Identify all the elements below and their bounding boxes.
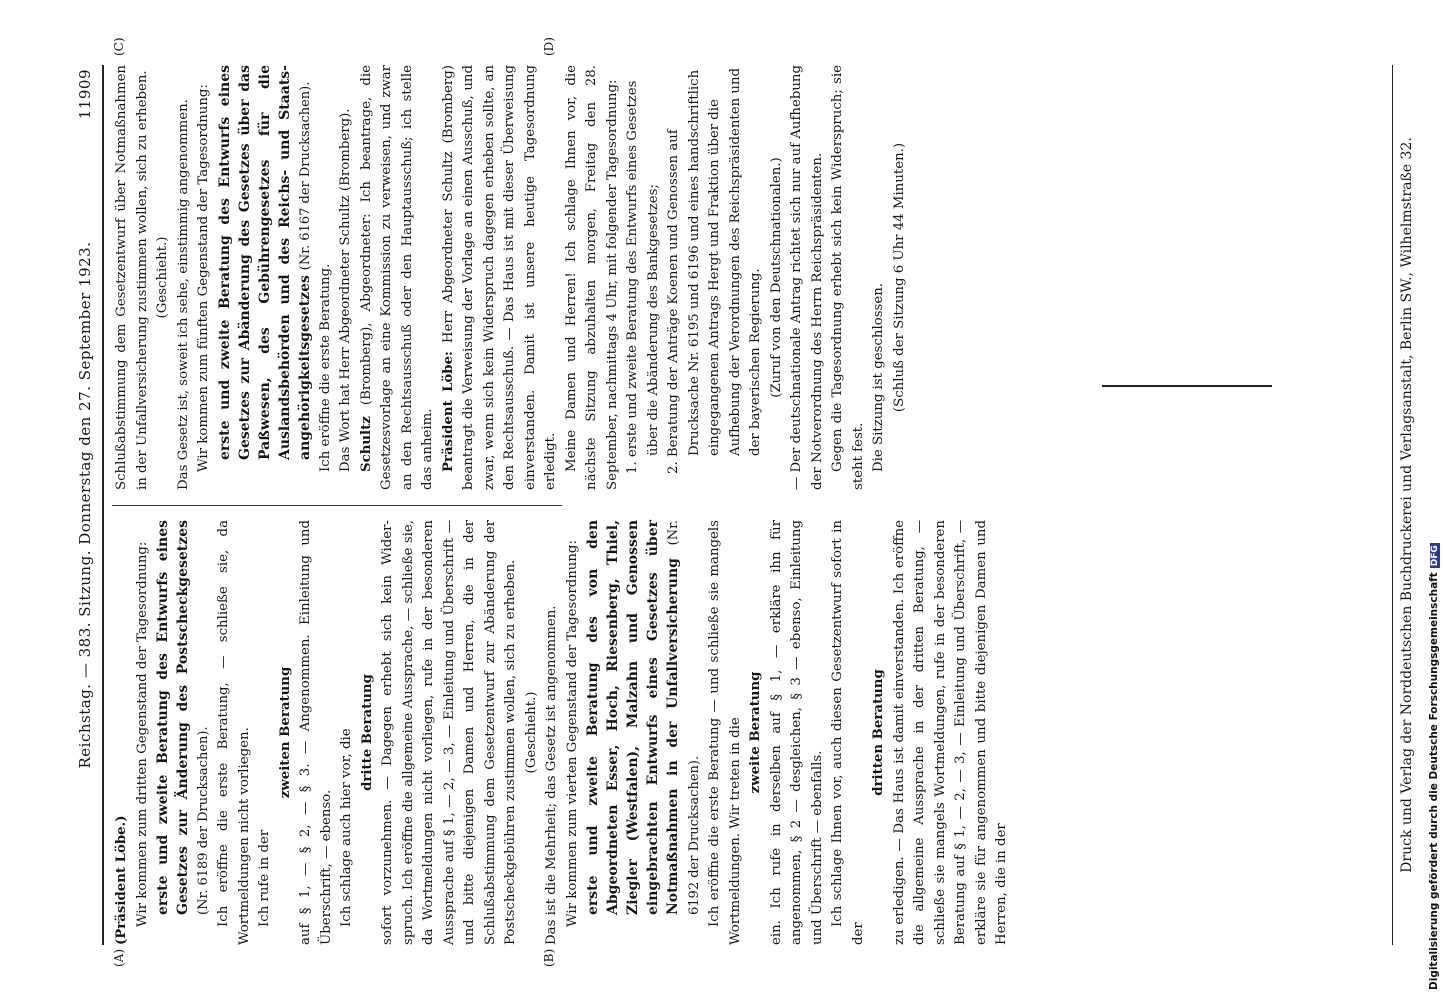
agenda-item-title: erste und zweite Beratung des Entwurfs eines Gesetzes zur Änderung des Postscheckgesetzes (Nr. 6189 der Drucksachen).	[155, 520, 211, 915]
margin-letter-a: (A)	[112, 948, 126, 967]
paragraph: Ich schlage Ihnen vor, auch diesen Gesetzentwurf sofort in der	[830, 520, 866, 945]
agenda-item-title: erste und zweite Beratung des von den Abgeordneten Esser, Hoch, Riesenberg, Thiel, Ziegler (Westfalen), Malzahn und Genossen eingebrachten Entwurfs eines Gesetzes über Notmaßnahmen in der Unfallversicherung (Nr. 6192 der Drucksachen).	[585, 520, 702, 915]
stage-direction: (Geschieht.)	[155, 236, 170, 319]
dfg-logo-badge: DFG	[1430, 545, 1440, 567]
rotated-page	[72, 37, 1415, 967]
stage-direction: (Zuruf von den Deutschnationalen.)	[768, 157, 784, 398]
dfg-funding-note: Digitalisierung gefördert durch die Deutsche ForschungsgemeinschaftDFG	[1428, 545, 1440, 990]
stage-direction: (Schluß der Sitzung 6 Uhr 44 Minuten.)	[891, 142, 907, 413]
margin-letter-d: (D)	[542, 37, 556, 56]
paragraph: Ich rufe in der	[257, 829, 272, 927]
paragraph: Meine Damen und Herren! Ich schlage Ihnen vor, die nächste Sitzung abzuhalten morgen, Freitag den 28. September, nachmittags 4 Uhr, mit folgender Tagesordnung:	[563, 65, 620, 490]
page-number: 11909	[76, 69, 94, 120]
paragraph: Das ist die Mehrheit; das Gesetz ist angenommen.	[544, 605, 559, 945]
list-item: 2. Beratung der Anträge Koenen und Genossen auf Drucksache Nr. 6195 und 6196 und eines handschriftlich eingegangenen Antrags Hergt und Fraktion über die Aufhebung der Verordnungen des Reichspräsidenten und der bayerischen Regierung.	[666, 67, 763, 474]
margin-letter-b: (B)	[542, 948, 556, 967]
imprint-footer: Druck und Verlag der Norddeutschen Buchdruckerei und Verlagsanstalt, Berlin SW., Wilhelmstraße 32.	[1392, 65, 1415, 945]
column-right	[112, 65, 910, 490]
paragraph: — Der deutschnationale Antrag richtet sich nur auf Aufhebung der Notverordnung des Herrn Reichspräsidenten.	[789, 65, 825, 490]
paragraph: Die Sitzung ist geschlossen.	[871, 282, 886, 472]
paragraph: sofort vorzunehmen. — Dagegen erhebt sich kein Widerspruch. Ich eröffne die allgemeine Aussprache, — schließe sie, da Wortmeldungen nicht vorliegen, rufe in der besonderen Aussprache auf § 1, — 2, — 3, — Einleitung und Überschrift — und bitte diejenigen Damen und Herren, die in der Schlußabstimmung dem Gesetzentwurf zur Abänderung der Postscheckgebühren zustimmen wollen, sich zu erheben.	[380, 520, 518, 945]
paragraph: Ich eröffne die erste Beratung, — schließe sie, da Wortmeldungen nicht vorliegen.	[216, 520, 252, 945]
header-title: Reichstag. — 383. Sitzung. Donnerstag den 27. September 1923.	[76, 241, 94, 769]
speaker-label: Präsident Löbe:	[440, 351, 456, 472]
paragraph: Wir kommen zum vierten Gegenstand der Tagesordnung:	[564, 540, 580, 927]
section-heading: zweite Beratung	[748, 671, 763, 794]
stage-direction: (Geschieht.)	[523, 691, 539, 774]
paragraph: ein. Ich rufe in derselben auf § 1, — erkläre ihn für angenommen, § 2 — desgleichen, § 3 — ebenso, Einleitung und Überschrift — ebenfalls.	[768, 520, 825, 945]
paragraph: Präsident Löbe: Herr Abgeordneter Schultz (Bromberg) beantragt die Verweisung der Vorlage an einen Ausschuß, und zwar, wenn sich kein Widerspruch dagegen erheben sollte, an den Rechtsausschuß. — Das Haus ist mit dieser Überweisung einverstanden. Damit ist unsere heutige Tagesordnung erledigt.	[440, 65, 558, 490]
paragraph: auf § 1, — § 2, — § 3. — Angenommen. Einleitung und Überschrift, — ebenso.	[298, 520, 334, 945]
paragraph: Ich eröffne die erste Beratung.	[317, 263, 333, 472]
section-heading: dritte Beratung	[359, 674, 375, 791]
paragraph: Ich eröffne die erste Beratung — und schließe sie mangels Wortmeldungen. Wir treten in die	[707, 520, 743, 945]
paragraph: Ich schlage auch hier vor, die	[339, 728, 354, 927]
column-divider	[112, 505, 562, 506]
agenda-item-title: erste und zweite Beratung des Entwurfs eines Gesetzes zur Abänderung des Gesetzes über das Paßwesen, des Gebührengesetzes für die Auslandsbehörden und des Reichs- und Staatsangehörigkeitsgesetzes (Nr. 6167 der Drucksachen).	[216, 65, 313, 460]
paragraph: Schultz (Bromberg), Abgeordneter: Ich beantrage, die Gesetzesvorlage an eine Kommission zu verweisen, und zwar an den Rechtsausschuß oder den Hauptausschuß; ich stelle das anheim.	[358, 65, 435, 490]
closing-rule	[1102, 385, 1272, 387]
speaker-label: Schultz	[358, 416, 374, 472]
list-item: 1. erste und zweite Beratung des Entwurfs eines Gesetzes über die Abänderung des Bankgesetzes;	[625, 80, 661, 474]
margin-letter-c: (C)	[112, 37, 126, 56]
running-head	[72, 65, 104, 945]
column-left	[112, 520, 1013, 945]
paragraph: Das Wort hat Herr Abgeordneter Schultz (Bromberg).	[338, 108, 353, 472]
paragraph: Gegen die Tagesordnung erhebt sich kein Widerspruch; sie steht fest.	[830, 65, 866, 490]
section-heading: zweiten Beratung	[277, 666, 293, 799]
paragraph: Wir kommen zum dritten Gegenstand der Tagesordnung:	[134, 541, 150, 927]
speaker-label: (Präsident Löbe.)	[114, 815, 129, 945]
paragraph: zu erledigen. — Das Haus ist damit einverstanden. Ich eröffne die allgemeine Aussprache in der dritten Beratung, — schließe sie mangels Wortmeldungen, rufe in der besonderen Beratung auf § 1, — 2, — 3, — Einleitung und Überschrift, — erkläre sie für angenommen und bitte diejenigen Damen und Herren, die in der	[891, 520, 1009, 945]
paragraph: Schlußabstimmung dem Gesetzentwurf über Notmaßnahmen in der Unfallversicherung zustimmen wollen, sich zu erheben.	[114, 65, 150, 490]
paragraph: Das Gesetz ist, soweit ich sehe, einstimmig angenommen.	[175, 99, 191, 490]
paragraph: Wir kommen zum fünften Gegenstand der Tagesordnung:	[196, 84, 211, 472]
section-heading: dritten Beratung	[871, 669, 886, 796]
